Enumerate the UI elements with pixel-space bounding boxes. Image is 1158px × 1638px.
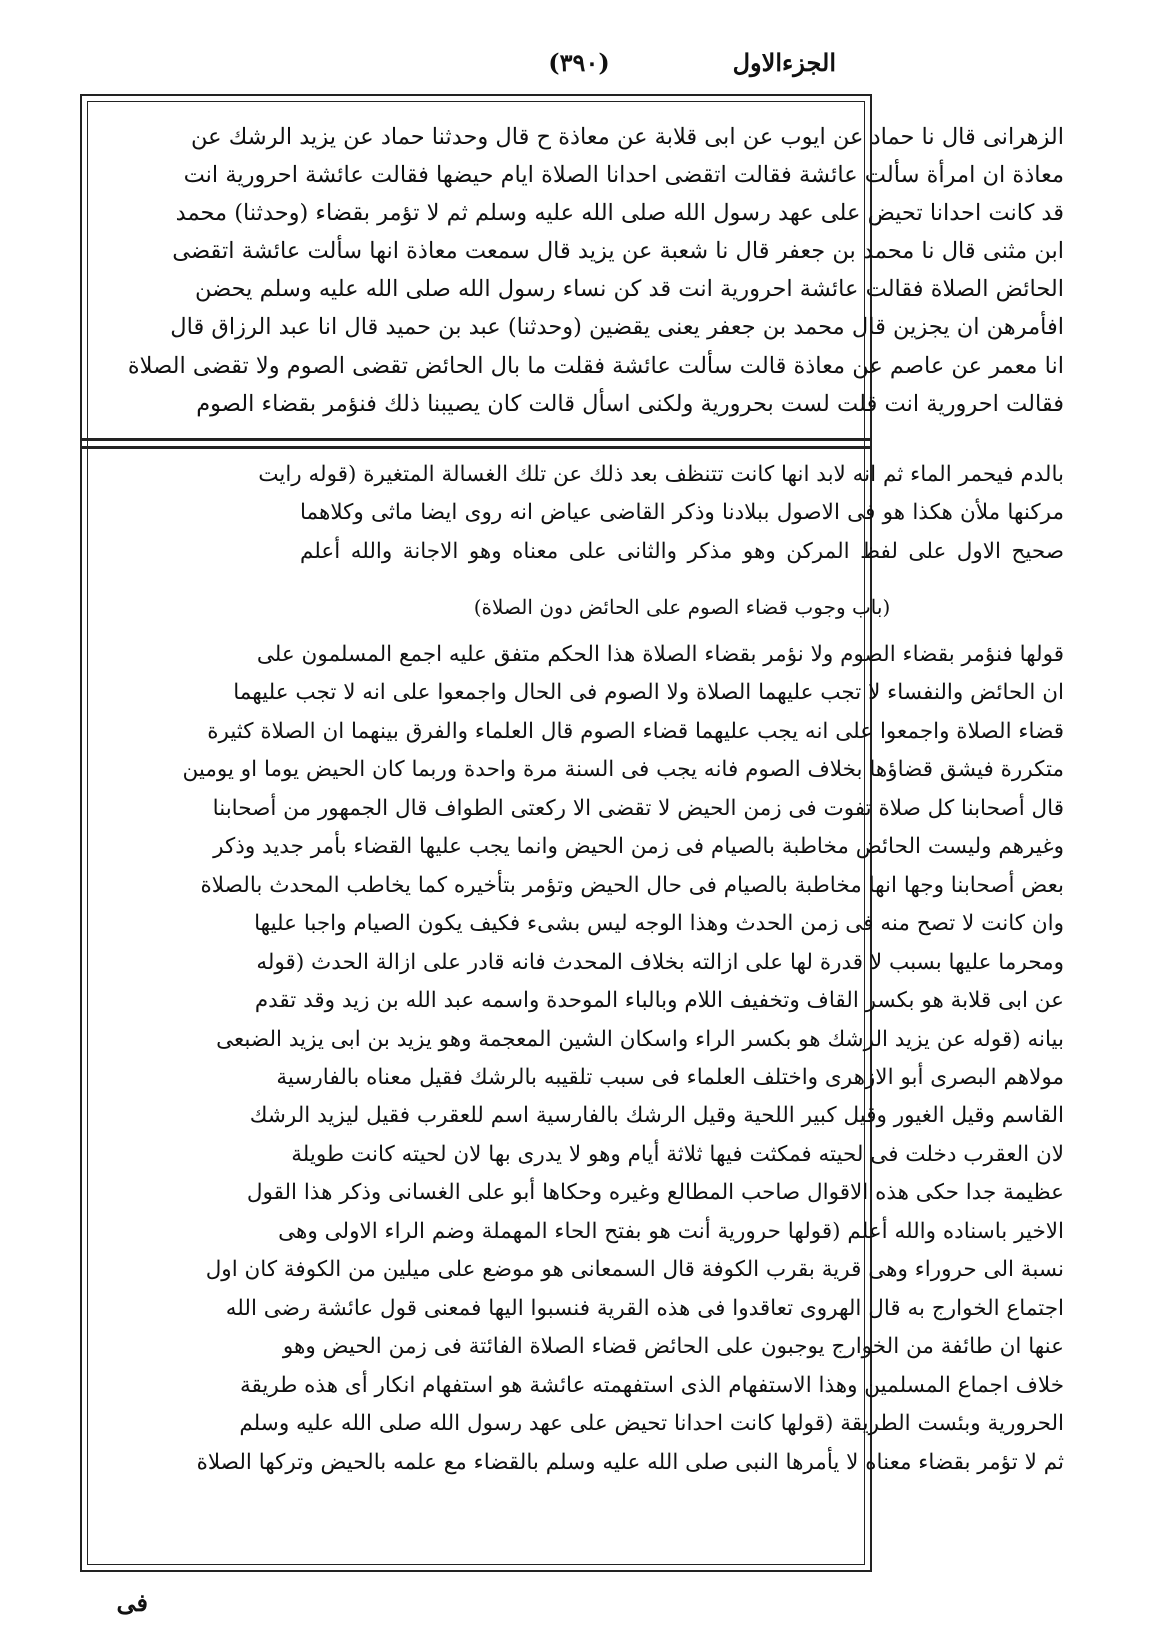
- chapter-heading-text: (باب وجوب قضاء الصوم علی الحائض دون الصلاة): [473, 595, 891, 619]
- main-line: انا معمر عن عاصم عن معاذة قالت سألت عائشة فقلت ما بال الحائض تقضی الصوم ولا تقضی الصلاة: [127, 352, 1064, 379]
- commentary-line: خلاف اجماع المسلمین وهذا الاستفهام الذی استفهمته عائشة هو استفهام انكار أی هذه طریقة: [239, 1372, 1064, 1398]
- commentary-line: الحروریة وبئست الطریقة (قولها كانت احدانا تحیض علی عهد رسول الله صلی الله علیه وسلم: [239, 1411, 1064, 1437]
- main-line: الحائض الصلاة فقالت عائشة احروریة انت قد كن نساء رسول الله صلی الله علیه وسلم یحضن: [195, 276, 1064, 303]
- commentary-line: بیانه (قوله عن یزید الرشك هو بكسر الراء واسكان الشین المعجمة وهو یزید بن ابی یزید الضبعی: [216, 1026, 1064, 1052]
- commentary-line: قضاء الصلاة واجمعوا علی انه یجب علیهما قضاء الصوم قال العلماء والفرق بینهما ان الصلاة كثیرة: [207, 718, 1064, 744]
- commentary-line: اجتماع الخوارج به قال الهروی تعاقدوا فی هذه القریة فنسبوا الیها فمعنی قول عائشة رضی الله: [225, 1295, 1064, 1321]
- running-title: الجزءالاول: [732, 48, 836, 77]
- commentary-line: لان العقرب دخلت فی لحیته فمكثت فیها ثلاثة أیام وهو لا یدری بها لان لحیته كانت طویلة: [291, 1141, 1064, 1167]
- commentary-line: مركنها ملأن هكذا هو فی الاصول ببلادنا وذكر القاضی عیاض انه روی ایضا ماثی وكلاهما: [300, 500, 1064, 526]
- main-text: [127, 118, 1064, 423]
- commentary-body: [182, 636, 1064, 1482]
- chapter-heading: [300, 590, 1064, 624]
- commentary-line: ان الحائض والنفساء لا تجب علیهما الصلاة ولا الصوم فی الحال واجمعوا علی انه لا تجب علیهما: [233, 680, 1064, 706]
- commentary-line: عن ابی قلابة هو بكسر القاف وتخفیف اللام وبالباء الموحدة واسمه عبد الله بن زید وقد تقدم: [254, 988, 1064, 1014]
- commentary-line: عنها ان طائفة من الخوارج یوجبون علی الحائض قضاء الصلاة الفائتة فی زمن الحیض وهو: [282, 1334, 1064, 1360]
- commentary-line: القاسم وقیل الغیور وقیل كبیر اللحیة وقیل الرشك بالفارسیة اسم للعقرب فقیل لیزید الرشك: [249, 1103, 1064, 1129]
- commentary-line: قال أصحابنا كل صلاة تفوت فی زمن الحیض لا تقضی الا ركعتی الطواف قال الجمهور من أصحابنا: [212, 795, 1064, 821]
- catchword: فی: [116, 1588, 148, 1617]
- commentary-line: صحیح الاول علی لفظ المركن وهو مذكر والثانی علی معناه وهو الاجانة والله أعلم: [300, 538, 1064, 564]
- commentary-line: الاخیر باسناده والله أعلم (قولها حروریة أنت هو بفتح الحاء المهملة وضم الراء الاولی وهی: [278, 1218, 1064, 1244]
- main-line: افأمرهن ان یجزین قال محمد بن جعفر یعنی یقضین (وحدثنا) عبد بن حمید قال انا عبد الرزاق قال: [170, 314, 1064, 341]
- commentary-line: بالدم فیحمر الماء ثم انه لابد انها كانت تتنظف بعد ذلك عن تلك الغسالة المتغیرة (قوله رایت: [258, 462, 1064, 487]
- commentary-top: [258, 456, 1064, 571]
- commentary-line: مولاهم البصری أبو الازهری واختلف العلماء فی سبب تلقیبه بالرشك فقیل معناه بالفارسیة: [276, 1064, 1064, 1090]
- commentary-line: وغیرهم ولیست الحائض مخاطبة بالصیام فی زمن الحیض وانما یجب علیها القضاء بأمر جدید وذكر: [213, 834, 1064, 860]
- page-number: (٣٩٠): [548, 48, 610, 77]
- commentary-line: وان كانت لا تصح منه فی زمن الحدث وهذا الوجه لیس بشیء فكیف یكون الصیام واجبا علیها: [254, 911, 1064, 937]
- main-line: معاذة ان امرأة سألت عائشة فقالت اتقضی احدانا الصلاة ایام حیضها فقالت عائشة احروریة انت: [183, 162, 1064, 189]
- commentary-line: نسبة الی حروراء وهی قریة بقرب الكوفة قال السمعانی هو موضع علی میلین من الكوفة كان اول: [205, 1257, 1064, 1283]
- commentary-line: ومحرما علیها بسبب لا قدرة لها علی ازالته بخلاف المحدث فانه قادر علی ازالة الحدث (قوله: [256, 949, 1064, 975]
- section-divider-top: [80, 438, 872, 441]
- commentary-line: ثم لا تؤمر بقضاء معناه لا یأمرها النبی صلی الله علیه وسلم بالقضاء مع علمه بالحیض وتركها الصلاة: [196, 1449, 1064, 1475]
- section-divider-bottom: [80, 446, 872, 449]
- main-line: ابن مثنی قال نا محمد بن جعفر قال نا شعبة عن یزید قال سمعت معاذة انها سألت عائشة اتقضی: [172, 238, 1064, 265]
- main-line: الزهرانی قال نا حماد عن ایوب عن ابی قلابة عن معاذة ح قال وحدثنا حماد عن یزید الرشك عن: [191, 124, 1064, 150]
- main-line: قد كانت احدانا تحیض علی عهد رسول الله صلی الله علیه وسلم ثم لا تؤمر بقضاء (وحدثنا) محمد: [175, 200, 1064, 227]
- commentary-line: بعض أصحابنا وجها انها مخاطبة بالصیام فی حال الحیض وتؤمر بتأخیره كما یخاطب المحدث بالصلاة: [200, 872, 1064, 898]
- commentary-line: قولها فنؤمر بقضاء الصوم ولا نؤمر بقضاء الصلاة هذا الحكم متفق علیه اجمع المسلمون علی: [256, 642, 1064, 667]
- commentary-line: عظیمة جدا حكی هذه الاقوال صاحب المطالع وغیره وحكاها أبو علی الغسانی وذكر هذا القول: [246, 1180, 1064, 1206]
- commentary-line: متكررة فیشق قضاؤها بخلاف الصوم فانه یجب فی السنة مرة واحدة وربما كان الحیض یوما او یومین: [182, 757, 1064, 783]
- main-line: فقالت احروریة انت قلت لست بحروریة ولكنی اسأل قالت كان یصیبنا ذلك فنؤمر بقضاء الصوم: [196, 390, 1064, 417]
